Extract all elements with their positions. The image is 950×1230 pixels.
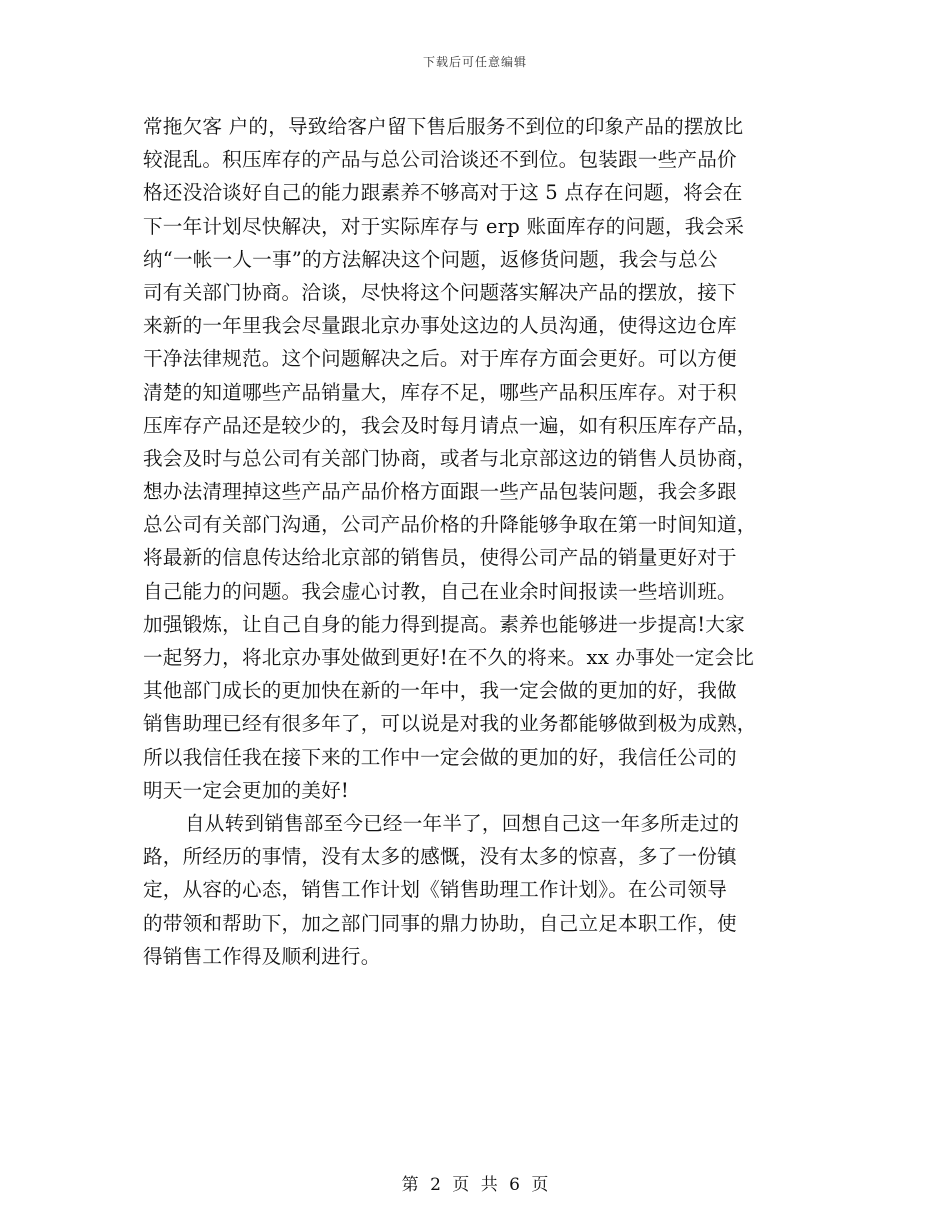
- text-line: 所以我信任我在接下来的工作中一定会做的更加的好，我信任公司的: [143, 745, 737, 769]
- text-line: 压库存产品还是较少的，我会及时每月请点一遍，如有积压库存产品，: [143, 413, 757, 437]
- text-line: 总公司有关部门沟通，公司产品价格的升降能够争取在第一时间知道，: [143, 513, 757, 537]
- text-line: 清楚的知道哪些产品销量大，库存不足，哪些产品积压库存。对于积: [143, 380, 737, 404]
- page-number: 第 2 页 共 6 页: [401, 1175, 549, 1195]
- text-line: 的带领和帮助下，加之部门同事的鼎力协助，自己立足本职工作，使: [143, 911, 737, 935]
- text-line: 格还没洽谈好自己的能力跟素养不够高对于这 5 点存在问题，将会在: [143, 181, 743, 205]
- paragraph-2: [143, 807, 810, 973]
- text-line: 常拖欠客 户的，导致给客户留下售后服务不到位的印象产品的摆放比: [143, 115, 744, 138]
- text-line: 明天一定会更加的美好!: [143, 778, 350, 802]
- document-body: [143, 110, 810, 973]
- text-line: 自从转到销售部至今已经一年半了，回想自己这一年多所走过的: [185, 811, 740, 835]
- text-line: 将最新的信息传达给北京部的销售员，使得公司产品的销量更好对于: [143, 546, 737, 570]
- text-line: 下一年计划尽快解决，对于实际库存与 erp 账面库存的问题，我会采: [143, 214, 745, 238]
- text-line: 来新的一年里我会尽量跟北京办事处这边的人员沟通，使得这边仓库: [143, 314, 737, 338]
- text-line: 自己能力的问题。我会虚心讨教，自己在业余时间报读一些培训班。: [143, 579, 737, 603]
- text-line: 司有关部门协商。洽谈，尽快将这个问题落实解决产品的摆放，接下: [143, 280, 737, 304]
- text-line: 较混乱。积压库存的产品与总公司洽谈还不到位。包装跟一些产品价: [143, 148, 737, 172]
- text-line: 纳“一帐一人一事”的方法解决这个问题，返修货问题，我会与总公: [143, 247, 718, 271]
- text-line: 一起努力，将北京办事处做到更好!在不久的将来。xx 办事处一定会比: [143, 646, 755, 669]
- paragraph-1: [143, 110, 810, 807]
- page-header: 下载后可任意编辑: [422, 55, 527, 69]
- text-line: 干净法律规范。这个问题解决之后。对于库存方面会更好。可以方便: [143, 347, 737, 371]
- text-line: 想办法清理掉这些产品产品价格方面跟一些产品包装问题，我会多跟: [143, 480, 737, 504]
- text-line: 路，所经历的事情，没有太多的感慨，没有太多的惊喜，多了一份镇: [143, 845, 737, 869]
- text-line: 加强锻炼，让自己自身的能力得到提高。素养也能够进一步提高!大家: [143, 612, 745, 636]
- text-line: 得销售工作得及顺利进行。: [143, 944, 381, 968]
- text-line: 我会及时与总公司有关部门协商，或者与北京部这边的销售人员协商，: [143, 446, 757, 470]
- text-line: 销售助理已经有很多年了，可以说是对我的业务都能够做到极为成熟，: [143, 712, 757, 736]
- text-line: 定，从容的心态，销售工作计划《销售助理工作计划》。在公司领导: [143, 878, 728, 902]
- text-line: 其他部门成长的更加快在新的一年中，我一定会做的更加的好，我做: [143, 679, 737, 703]
